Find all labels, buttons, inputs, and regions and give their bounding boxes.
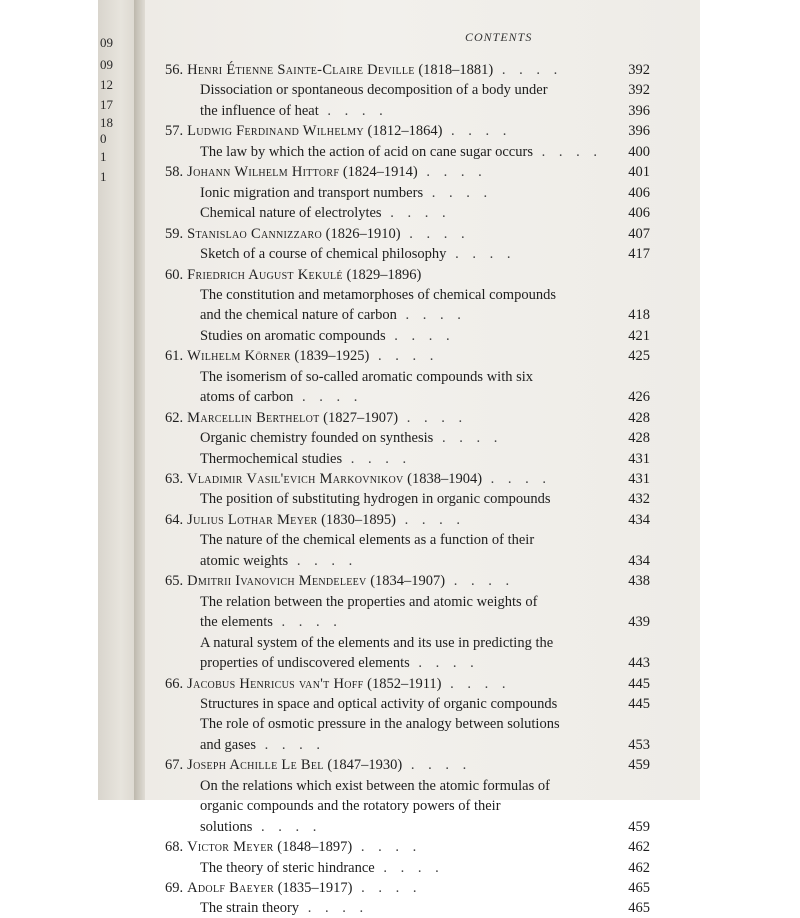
page-reference: 428: [628, 409, 650, 426]
subentry-title: On the relations which exist between the atomic formulas of: [200, 777, 550, 794]
chemist-name: Wilhelm Körner: [187, 348, 291, 365]
toc-subentry: [200, 80, 548, 100]
page-reference: 445: [628, 675, 650, 692]
dot-leader: . . . .: [396, 511, 466, 528]
dot-leader: . . . .: [433, 430, 503, 447]
page-reference: 406: [628, 205, 650, 222]
toc-subentry: [200, 551, 357, 571]
dot-leader: . . . .: [252, 818, 322, 835]
page-reference: 392: [628, 62, 650, 78]
dot-leader: . . . .: [396, 307, 466, 324]
previous-page-fragment: 1: [100, 169, 107, 184]
running-head: CONTENTS: [465, 30, 533, 44]
subentry-title: organic compounds and the rotatory powers of their: [200, 798, 501, 815]
toc-subentry: [200, 285, 556, 305]
subentry-title: The constitution and metamorphoses of chemical compounds: [200, 286, 556, 303]
toc-heading: [165, 121, 511, 141]
life-dates: (1838–1904): [407, 471, 483, 487]
dot-leader: . . . .: [398, 409, 468, 426]
page-reference: 445: [628, 695, 650, 712]
chemist-name: Henri Étienne Sainte-Claire Deville: [187, 62, 415, 78]
toc-subentry: [200, 714, 560, 734]
toc-subentry: [200, 387, 362, 407]
toc-heading: [165, 408, 467, 428]
toc-subentry: [200, 633, 553, 653]
toc-heading: [165, 469, 551, 489]
subentry-title: Organic chemistry founded on synthesis: [200, 430, 434, 447]
entry-number: 66.: [165, 675, 184, 692]
page-reference: 407: [628, 225, 650, 242]
previous-page-edge: [98, 0, 136, 800]
right-margin: [700, 0, 800, 800]
life-dates: (1834–1907): [370, 573, 446, 590]
subentry-title: Thermochemical studies: [200, 450, 343, 467]
page-reference: 431: [628, 471, 650, 487]
toc-subentry: [200, 489, 551, 509]
chemist-name: Marcellin Berthelot: [187, 409, 320, 426]
toc-heading: [165, 510, 465, 530]
dot-leader: . . . .: [441, 675, 511, 692]
life-dates: (1830–1895): [321, 511, 397, 528]
chemist-name: Dmitrii Ivanovich Mendeleev: [187, 573, 367, 590]
toc-subentry: [200, 592, 537, 612]
subentry-title: Chemical nature of electrolytes: [200, 205, 382, 222]
entry-number: 61.: [165, 348, 184, 365]
toc-subentry: [200, 449, 411, 469]
subentry-title: The theory of steric hindrance: [200, 859, 375, 876]
page-reference: 396: [628, 123, 650, 140]
dot-leader: . . . .: [293, 389, 363, 406]
entry-number: 58.: [165, 164, 184, 181]
toc-subentry: [200, 305, 466, 325]
dot-leader: . . . .: [409, 655, 479, 672]
chemist-name: Friedrich August Kekulé: [187, 266, 343, 283]
subentry-title: and gases: [200, 736, 256, 753]
entry-number: 57.: [165, 123, 184, 140]
dot-leader: . . . .: [442, 123, 512, 140]
dot-leader: . . . .: [352, 880, 422, 896]
page-reference: 465: [628, 900, 650, 917]
page-reference: 434: [628, 511, 650, 528]
toc-heading: [165, 837, 421, 857]
toc-subentry: [200, 203, 451, 223]
subentry-title: and the chemical nature of carbon: [200, 307, 397, 324]
subentry-title: The nature of the chemical elements as a function of their: [200, 532, 535, 549]
dot-leader: . . . .: [272, 614, 342, 631]
dot-leader: . . . .: [423, 184, 493, 201]
chemist-name: Johann Wilhelm Hittorf: [187, 164, 340, 181]
subentry-title: atomic weights: [200, 552, 289, 569]
life-dates: (1824–1914): [342, 164, 418, 181]
subentry-title: The law by which the action of acid on cane sugar occurs: [200, 143, 533, 160]
life-dates: (1839–1925): [294, 348, 370, 365]
subentry-title: atoms of carbon: [200, 389, 294, 406]
toc-heading: [165, 346, 438, 366]
dot-leader: . . . .: [288, 552, 358, 569]
toc-subentry: [200, 142, 602, 162]
previous-page-fragment: 09: [100, 57, 113, 72]
toc-heading: [165, 224, 470, 244]
page-reference: 438: [628, 573, 650, 590]
dot-leader: . . . .: [255, 736, 325, 753]
subentry-title: Ionic migration and transport numbers: [200, 184, 424, 201]
entry-number: 65.: [165, 573, 184, 590]
subentry-title: The strain theory: [200, 900, 300, 917]
page-reference: 400: [628, 143, 650, 160]
entry-number: 68.: [165, 839, 184, 856]
page-reference: 439: [628, 614, 650, 631]
toc-subentry: [200, 653, 479, 673]
page-reference: 459: [628, 757, 650, 774]
toc-subentry: [200, 367, 533, 387]
life-dates: (1818–1881): [418, 62, 494, 78]
previous-page-fragment: 12: [100, 77, 113, 92]
page-reference: 431: [628, 450, 650, 467]
dot-leader: . . . .: [381, 205, 451, 222]
toc-heading: [165, 674, 510, 694]
toc-subentry: [200, 612, 342, 632]
life-dates: (1852–1911): [367, 675, 442, 692]
toc-heading: [165, 755, 471, 775]
dot-leader: . . . .: [318, 102, 388, 119]
entry-number: 64.: [165, 511, 184, 528]
page-reference: 396: [628, 102, 650, 119]
page-reference: 417: [628, 246, 650, 263]
page-reference: 421: [628, 327, 650, 344]
page-reference: 392: [628, 82, 650, 99]
subentry-title: Structures in space and optical activity of organic compounds: [200, 695, 558, 712]
dot-leader: . . . .: [482, 471, 552, 487]
toc-subentry: [200, 694, 557, 714]
life-dates: (1827–1907): [323, 409, 399, 426]
life-dates: (1847–1930): [327, 757, 403, 774]
page-reference: 462: [628, 839, 650, 856]
entry-number: 67.: [165, 757, 184, 774]
subentry-title: A natural system of the elements and its use in predicting the: [200, 634, 554, 651]
page-reference: 428: [628, 430, 650, 447]
subentry-title: The position of substituting hydrogen in organic compounds: [200, 491, 551, 508]
page-reference: 401: [628, 164, 650, 181]
previous-page-fragment: 17: [100, 97, 113, 112]
previous-page-fragment: 09: [100, 35, 113, 50]
previous-page-fragment: 0: [100, 131, 107, 146]
toc-subentry: [200, 796, 501, 816]
chemist-name: Ludwig Ferdinand Wilhelmy: [187, 123, 364, 140]
subentry-title: properties of undiscovered elements: [200, 655, 410, 672]
toc-subentry: [200, 817, 321, 837]
entry-number: 62.: [165, 409, 184, 426]
chemist-name: Jacobus Henricus van't Hoff: [187, 675, 364, 692]
dot-leader: . . . .: [369, 348, 439, 365]
entry-number: 56.: [165, 62, 184, 78]
dot-leader: . . . .: [446, 246, 516, 263]
dot-leader: . . . .: [299, 900, 369, 917]
dot-leader: . . . .: [493, 62, 563, 78]
dot-leader: . . . .: [400, 225, 470, 242]
chemist-name: Adolf Baeyer: [187, 880, 274, 896]
page-reference: 418: [628, 307, 650, 324]
entry-number: 69.: [165, 880, 184, 896]
subentry-title: Sketch of a course of chemical philosophy: [200, 246, 447, 263]
toc-subentry: [200, 326, 455, 346]
dot-leader: . . . .: [352, 839, 422, 856]
dot-leader: . . . .: [417, 164, 487, 181]
subentry-title: the elements: [200, 614, 273, 631]
toc-subentry: [200, 776, 550, 796]
subentry-title: Studies on aromatic compounds: [200, 327, 386, 344]
life-dates: (1835–1917): [277, 880, 353, 896]
dot-leader: . . . .: [445, 573, 515, 590]
toc-heading: [165, 265, 421, 285]
chemist-name: Julius Lothar Meyer: [187, 511, 318, 528]
toc-heading: [165, 162, 487, 182]
chemist-name: Vladimir Vasil'evich Markovnikov: [187, 471, 404, 487]
entry-number: 60.: [165, 266, 184, 283]
toc-subentry: [200, 183, 492, 203]
toc-subentry: [200, 101, 388, 121]
chemist-name: Stanislao Cannizzaro: [187, 225, 323, 242]
page-reference: 462: [628, 859, 650, 876]
chemist-name: Joseph Achille Le Bel: [187, 757, 324, 774]
toc-subentry: [200, 530, 534, 550]
subentry-title: The relation between the properties and atomic weights of: [200, 593, 538, 610]
previous-page-fragment: 18: [100, 115, 113, 130]
previous-page-fragment: 1: [100, 149, 107, 164]
toc-heading: [165, 60, 562, 80]
toc-subentry: [200, 244, 515, 264]
dot-leader: . . . .: [385, 327, 455, 344]
page-reference: 443: [628, 655, 650, 672]
page-reference: 432: [628, 491, 650, 508]
entry-number: 59.: [165, 225, 184, 242]
toc-heading: [165, 571, 514, 591]
subentry-title: Dissociation or spontaneous decomposition of a body under: [200, 82, 548, 99]
subentry-title: solutions: [200, 818, 253, 835]
page-reference: 426: [628, 389, 650, 406]
page-reference: 459: [628, 818, 650, 835]
page-reference: 406: [628, 184, 650, 201]
life-dates: (1829–1896): [346, 266, 422, 283]
dot-leader: . . . .: [402, 757, 472, 774]
toc-subentry: [200, 428, 502, 448]
toc-subentry: [200, 858, 444, 878]
chemist-name: Victor Meyer: [187, 839, 274, 856]
page-reference: 453: [628, 736, 650, 753]
dot-leader: . . . .: [374, 859, 444, 876]
dot-leader: . . . .: [532, 143, 602, 160]
subentry-title: the influence of heat: [200, 102, 319, 119]
life-dates: (1848–1897): [277, 839, 353, 856]
life-dates: (1826–1910): [325, 225, 401, 242]
toc-heading: [165, 878, 421, 898]
subentry-title: The isomerism of so-called aromatic compounds with six: [200, 368, 534, 385]
subentry-title: The role of osmotic pressure in the analogy between solutions: [200, 716, 560, 733]
toc-subentry: [200, 735, 325, 755]
page-reference: 434: [628, 552, 650, 569]
page-reference: 465: [628, 880, 650, 896]
toc-subentry: [200, 898, 368, 918]
life-dates: (1812–1864): [367, 123, 443, 140]
page-reference: 425: [628, 348, 650, 365]
entry-number: 63.: [165, 471, 184, 487]
dot-leader: . . . .: [342, 450, 412, 467]
